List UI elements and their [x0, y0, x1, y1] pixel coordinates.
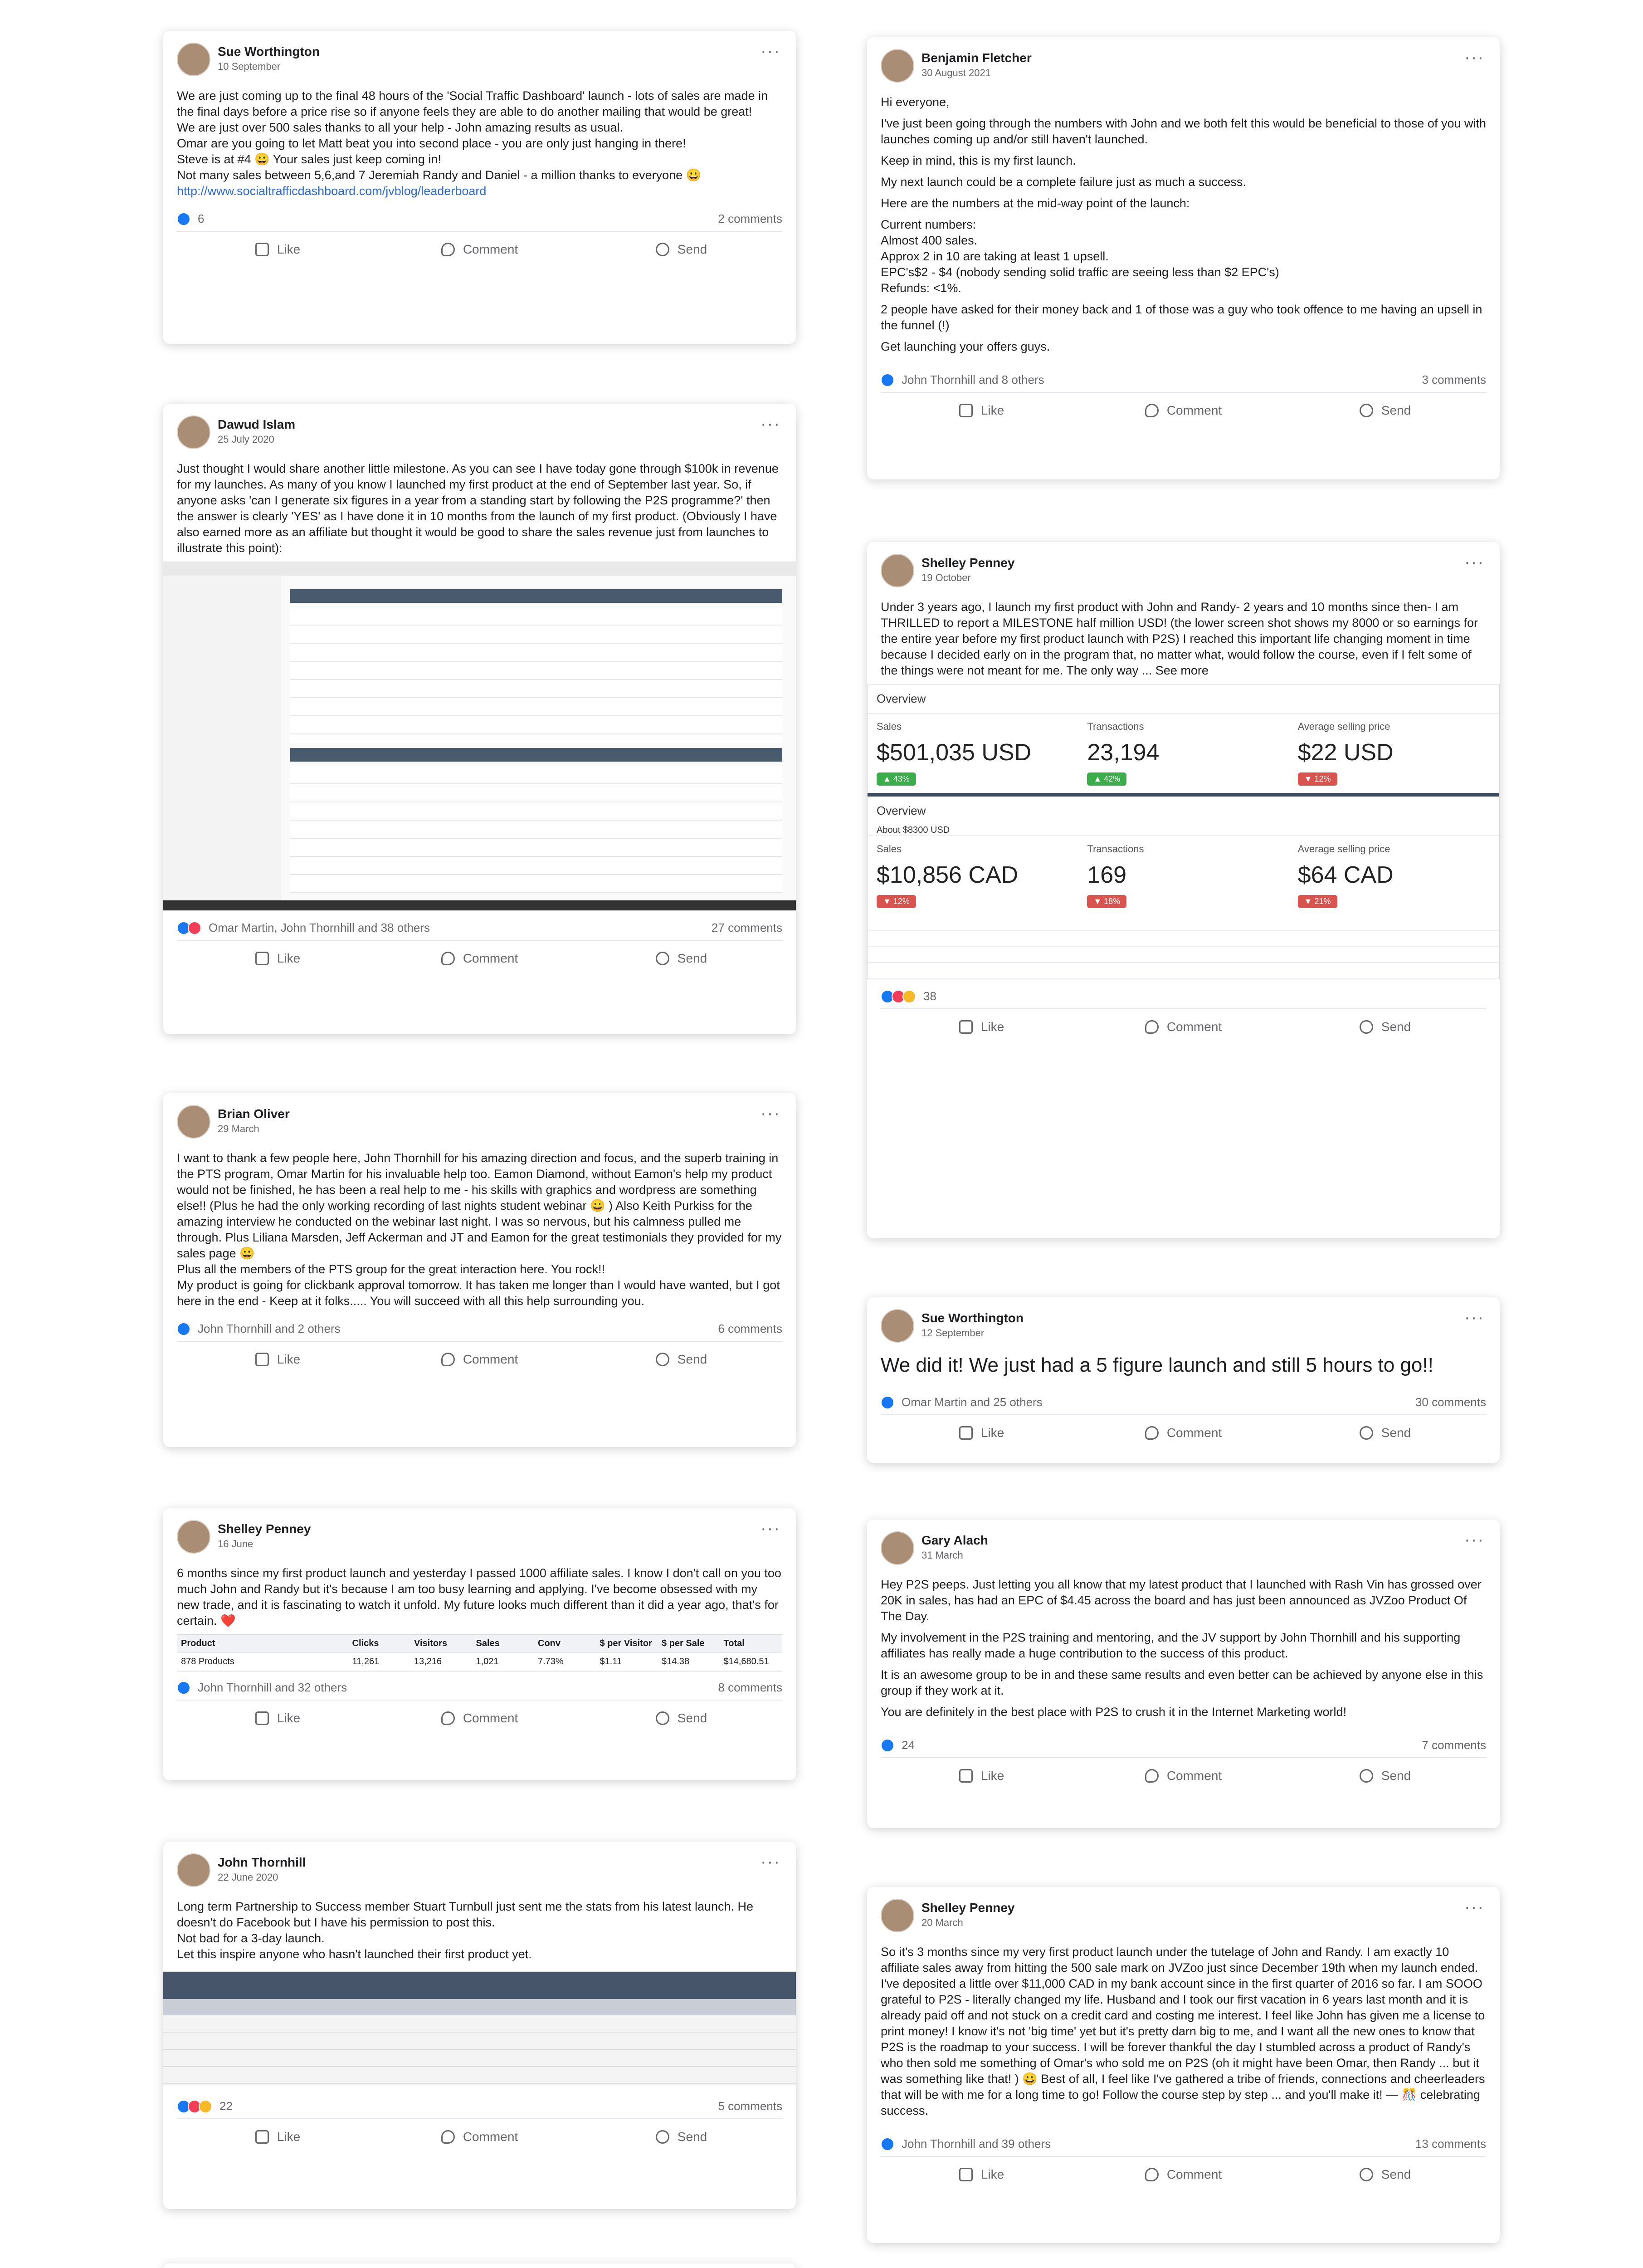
post-date[interactable]: 30 August 2021: [921, 67, 991, 78]
reaction-bar: [177, 206, 782, 232]
post-text: We are just over 500 sales thanks to all your help - John amazing results as usual.: [177, 121, 624, 134]
send-button[interactable]: Send: [1284, 1415, 1486, 1451]
post-body: [163, 74, 796, 204]
comment-button[interactable]: Comment: [1082, 393, 1284, 428]
author-name[interactable]: Benjamin Fletcher: [921, 51, 1032, 65]
post-text: Under 3 years ago, I launch my first product with John and Randy- 2 years and 10 months since then- I am THRILLED to report a MILESTONE half million USD! (the lower screen shot shows my 8000 or so earnings for the entire year before my first product launch with P2S) I reached this important life changing moment in time because I decided early on in the program that, no matter what, would follow the course, even if I felt some of the things were not meant for me. The only way ... See more: [881, 600, 1478, 677]
comment-count[interactable]: 30 comments: [1415, 1395, 1486, 1409]
post-text: You are definitely in the best place with P2S to crush it in the Internet Marketing world!: [881, 1705, 1347, 1719]
post-body: [163, 1552, 796, 1629]
comment-count[interactable]: 5 comments: [718, 2099, 782, 2113]
post-date[interactable]: 10 September: [218, 61, 281, 72]
comment-count[interactable]: 8 comments: [718, 1681, 782, 1694]
author-name[interactable]: Shelley Penney: [218, 1522, 311, 1536]
post-body: [867, 586, 1500, 679]
post-text: Here are the numbers at the mid-way point of the launch:: [881, 196, 1190, 210]
comment-icon: [1145, 1020, 1159, 1034]
comment-button[interactable]: Comment: [379, 1342, 580, 1377]
post-date[interactable]: 12 September: [921, 1327, 985, 1339]
reaction-count[interactable]: John Thornhill and 39 others: [902, 2137, 1051, 2151]
post-body: [163, 1885, 796, 1962]
post-card: [867, 1887, 1500, 2243]
overview-title: Overview: [877, 692, 926, 705]
column-header: Clicks: [352, 1638, 379, 1648]
wow-reaction-icon: [902, 990, 916, 1003]
comment-count[interactable]: 27 comments: [711, 921, 782, 934]
post-text: Not many sales between 5,6,and 7 Jeremiah Randy and Daniel - a million thanks to everyone 😀: [177, 168, 702, 182]
author-name[interactable]: Shelley Penney: [921, 556, 1015, 570]
transactions-stat: Transactions 23,194 ▲ 42%: [1078, 714, 1288, 793]
comment-button[interactable]: Comment: [379, 1701, 580, 1736]
post-link[interactable]: http://www.socialtrafficdashboard.com/jvblog/leaderboard: [177, 184, 487, 198]
post-text: We did it! We just had a 5 figure launch and still 5 hours to go!!: [881, 1354, 1433, 1376]
comment-button[interactable]: Comment: [379, 941, 580, 976]
revenue-screenshot-image[interactable]: [163, 562, 796, 911]
sales-table: [177, 1634, 782, 1672]
send-button[interactable]: Send: [580, 941, 782, 976]
send-button[interactable]: Send: [1284, 1758, 1486, 1794]
post-card: [163, 31, 796, 344]
author-name[interactable]: Sue Worthington: [218, 44, 320, 59]
average-price-stat: Average selling price $22 USD ▼ 12%: [1289, 714, 1499, 793]
post-text: Omar are you going to let Matt beat you into second place - you are only just hanging in there!: [177, 137, 686, 150]
avatar[interactable]: [881, 1531, 914, 1565]
column-header: $ per Visitor: [600, 1638, 652, 1648]
post-card: [163, 1842, 796, 2209]
post-text: I want to thank a few people here, John Thornhill for his amazing direction and focus, and the superb training in the PTS program, Omar Martin for his invaluable help too. Eamon Diamond, without Eamon's help my product would not be finished, he has been a real help to me - his skills with graphics and wordpress are something else!! (Plus he had the only working recording of last nights student webinar 😀 ) Also Keith Purkiss for the amazing interview he conducted on the webinar last night. I was so nervous, but his calmness pulled me through. Plus Liliana Marsden, Jeff Ackerman and JT and Eamon for the great testimonials they provided for my sales page 😀: [177, 1151, 782, 1260]
reaction-count[interactable]: 22: [219, 2099, 233, 2113]
overview-title: Overview: [877, 804, 926, 817]
comment-icon: [1145, 1426, 1159, 1440]
author-name[interactable]: Sue Worthington: [921, 1311, 1024, 1325]
post-text: It is an awesome group to be in and these same results and even better can be achieved by anyone else in this group if they work at it.: [881, 1668, 1483, 1697]
reaction-bar: [177, 915, 782, 941]
column-header: Product: [181, 1638, 215, 1648]
post-text: So it's 3 months since my very first product launch under the tutelage of John and Randy. I am exactly 10 affiliate sales away from hitting the 500 sale mark on JVZoo just since December 19th when my launch ended. I've deposited a little over $11,000 CAD in my bank account since in the first quarter of 2016 so far. I am SOOO grateful to P2S - literally changed my life. Husband and I took our first vacation in 6 years last month and it is already paid off and not stuck on a credit card and costing me interest. I feel like John has given me a license to print money! I know it's not 'big time' yet but it's pretty darn big to me, and I want all the new ones to know that P2S is the roadmap to your success. I will be forever thankful the day I stumbled across a product of Randy's who then sold me something of Omar's who sold me on P2S (oh it might have been Omar, then Randy ... but it was something like that! ) 😀 Best of all, I feel like I've gathered a tribe of friends, connections and cheerleaders that will be with me for a long time to go! Follow the course step by step ... and you'll make it! — 🎊 celebrating success.: [881, 1945, 1485, 2117]
comment-button[interactable]: Comment: [1082, 1758, 1284, 1794]
more-options-icon[interactable]: ···: [761, 1853, 780, 1872]
post-text: 6 months since my first product launch and yesterday I passed 1000 affiliate sales. I know I don't call on you too much John and Randy but it's because I am too busy learning and applying. I've become obsessed with my new trade, and it is fascinating to watch it unfold. My future looks much different than it did a year ago, that's for certain. ❤️: [177, 1566, 781, 1628]
messenger-icon: [1360, 2168, 1373, 2181]
like-button[interactable]: Like: [177, 232, 379, 267]
like-reaction-icon: [881, 1739, 894, 1752]
reaction-bar: [177, 1675, 782, 1701]
column-header: Total: [723, 1638, 745, 1648]
post-card: [163, 1508, 796, 1780]
like-reaction-icon: [177, 212, 190, 226]
thumbs-up-icon: [959, 2168, 973, 2181]
table-cell: $1.11: [600, 1657, 622, 1667]
comment-button[interactable]: Comment: [1082, 1009, 1284, 1045]
messenger-icon: [1360, 404, 1373, 417]
send-button[interactable]: Send: [1284, 2157, 1486, 2192]
reaction-count[interactable]: 24: [902, 1738, 915, 1752]
reaction-count[interactable]: Omar Martin, John Thornhill and 38 others: [209, 921, 430, 934]
reaction-bar: [881, 984, 1486, 1009]
post-date[interactable]: 19 October: [921, 572, 971, 583]
wow-reaction-icon: [199, 2100, 212, 2113]
post-text: My involvement in the P2S training and mentoring, and the JV support by John Thornhill and his supporting affiliates has really made a huge contribution to the success of this product.: [881, 1631, 1461, 1660]
post-date[interactable]: 25 July 2020: [218, 434, 274, 445]
send-button[interactable]: Send: [580, 1701, 782, 1736]
comment-count[interactable]: 2 comments: [718, 212, 782, 225]
post-text: Steve is at #4 😀 Your sales just keep coming in!: [177, 152, 441, 166]
annotation-note: About $8300 USD: [877, 825, 950, 835]
reaction-count[interactable]: 38: [923, 989, 936, 1003]
table-cell: 1,021: [476, 1657, 499, 1667]
avatar[interactable]: [881, 1899, 914, 1932]
table-cell: $14.38: [662, 1657, 690, 1667]
post-text: We are just coming up to the final 48 hours of the 'Social Traffic Dashboard' launch - lots of sales are made in the final days before a price rise so if anyone feels they are able to do another mailing that would be great!: [177, 89, 768, 118]
send-button[interactable]: Send: [580, 2119, 782, 2155]
like-button[interactable]: Like: [881, 2157, 1082, 2192]
post-date[interactable]: 16 June: [218, 1538, 254, 1549]
thumbs-up-icon: [959, 404, 973, 417]
like-reaction-icon: [881, 2137, 894, 2151]
comment-count[interactable]: 3 comments: [1422, 373, 1486, 386]
post-body: [867, 81, 1500, 365]
like-button[interactable]: Like: [881, 1415, 1082, 1451]
avatar[interactable]: [177, 43, 210, 76]
thumbs-up-icon: [255, 243, 269, 256]
thumbs-up-icon: [255, 1711, 269, 1725]
post-text: My next launch could be a complete failure just as much a success.: [881, 175, 1246, 189]
post-card: [163, 404, 796, 1034]
messenger-icon: [656, 1711, 669, 1725]
avatar[interactable]: [177, 1105, 210, 1139]
post-text: 2 people have asked for their money back and 1 of those was a guy who took offence to me having an upsell in the funnel (!): [881, 303, 1482, 332]
reaction-count[interactable]: John Thornhill and 8 others: [902, 373, 1044, 386]
average-price-stat: Average selling price $64 CAD ▼ 21%: [1289, 836, 1499, 915]
post-card: [163, 1093, 796, 1447]
thumbs-up-icon: [255, 2130, 269, 2144]
table-row: [177, 1653, 782, 1671]
post-text: Long term Partnership to Success member Stuart Turnbull just sent me the stats from his latest launch. He doesn't do Facebook but I have his permission to post this.: [177, 1900, 754, 1929]
table-header-row: [177, 1635, 782, 1653]
like-button[interactable]: Like: [881, 1009, 1082, 1045]
more-options-icon[interactable]: ···: [1464, 1898, 1484, 1917]
more-options-icon[interactable]: ···: [761, 415, 780, 434]
reaction-bar: [881, 1733, 1486, 1758]
comment-button[interactable]: Comment: [379, 232, 580, 267]
avatar[interactable]: [177, 415, 210, 449]
post-date[interactable]: 29 March: [218, 1123, 259, 1134]
post-text: Hey P2S peeps. Just letting you all know that my latest product that I launched with Rash Vin has grossed over 20K in sales, has had an EPC of $4.45 across the board and has just been announced as JVZoo Product Of The Day.: [881, 1578, 1482, 1623]
avatar[interactable]: [881, 49, 914, 83]
reaction-count[interactable]: Omar Martin and 25 others: [902, 1395, 1043, 1409]
send-button[interactable]: Send: [1284, 1009, 1486, 1045]
table-cell: $14,680.51: [723, 1657, 769, 1667]
post-date[interactable]: 31 March: [921, 1549, 963, 1561]
messenger-icon: [1360, 1769, 1373, 1783]
comment-icon: [441, 1353, 455, 1366]
post-date[interactable]: 20 March: [921, 1917, 963, 1928]
more-options-icon[interactable]: ···: [761, 42, 780, 61]
comment-button[interactable]: Comment: [1082, 1415, 1284, 1451]
post-text: Get launching your offers guys.: [881, 340, 1050, 353]
reaction-bar: [881, 2131, 1486, 2157]
post-text: Not bad for a 3-day launch.: [177, 1931, 325, 1945]
comment-count[interactable]: 13 comments: [1415, 2137, 1486, 2151]
post-text: Hi everyone,: [881, 95, 950, 109]
avatar[interactable]: [881, 554, 914, 587]
reaction-bar: [177, 1316, 782, 1342]
thumbs-up-icon: [959, 1426, 973, 1440]
like-reaction-icon: [881, 373, 894, 387]
author-name[interactable]: Brian Oliver: [218, 1107, 290, 1121]
post-card: [867, 542, 1500, 1238]
table-cell: 13,216: [414, 1657, 442, 1667]
comment-count[interactable]: 7 comments: [1422, 1738, 1486, 1752]
comment-icon: [441, 243, 455, 256]
author-name[interactable]: John Thornhill: [218, 1855, 306, 1869]
reaction-bar: [177, 2094, 782, 2119]
comment-button[interactable]: Comment: [379, 2119, 580, 2155]
avatar[interactable]: [177, 1520, 210, 1554]
comment-icon: [441, 2130, 455, 2144]
post-card: [163, 2263, 796, 2268]
table-cell: 878 Products: [181, 1657, 234, 1667]
reaction-count[interactable]: 6: [198, 212, 205, 225]
like-button[interactable]: Like: [881, 1758, 1082, 1794]
messenger-icon: [656, 243, 669, 256]
post-card: [867, 37, 1500, 479]
author-name[interactable]: Dawud Islam: [218, 417, 296, 431]
more-options-icon[interactable]: ···: [761, 1104, 780, 1123]
comment-icon: [1145, 404, 1159, 417]
post-text: My product is going for clickbank approval tomorrow. It has taken me longer than I would have wanted, but I got here in the end - Keep at it folks..... You will succeed with all this help surrounding you.: [177, 1278, 780, 1308]
column-header: Visitors: [414, 1638, 447, 1648]
post-text: I've just been going through the numbers with John and we both felt this would be beneficial to those of you with launches coming up and/or still haven't launched.: [881, 117, 1486, 146]
avatar[interactable]: [177, 1853, 210, 1887]
sales-stat: Sales $501,035 USD ▲ 43%: [868, 714, 1078, 793]
like-reaction-icon: [881, 1396, 894, 1409]
reaction-bar: [881, 1390, 1486, 1415]
love-reaction-icon: [188, 921, 201, 935]
more-options-icon[interactable]: ···: [761, 1519, 780, 1538]
table-cell: 11,261: [352, 1657, 380, 1667]
comment-icon: [441, 1711, 455, 1725]
sales-stat: Sales $10,856 CAD ▼ 12%: [868, 836, 1078, 915]
comment-button[interactable]: Comment: [1082, 2157, 1284, 2192]
post-body: [867, 1931, 1500, 2129]
thumbs-up-icon: [959, 1769, 973, 1783]
messenger-icon: [656, 952, 669, 965]
more-options-icon[interactable]: ···: [1464, 1308, 1484, 1327]
post-body: [867, 1563, 1500, 1730]
column-header: Sales: [476, 1638, 500, 1648]
post-date[interactable]: 22 June 2020: [218, 1872, 278, 1883]
more-options-icon[interactable]: ···: [1464, 48, 1484, 67]
post-body: [163, 1137, 796, 1314]
reaction-count[interactable]: John Thornhill and 2 others: [198, 1322, 341, 1335]
post-text: Current numbers: Almost 400 sales. Approx 2 in 10 are taking at least 1 upsell. EPC's$2 - $4 (nobody sending solid traffic are seeing less than $2 EPC's) Refunds: <1%.: [881, 218, 1279, 295]
post-text: Keep in mind, this is my first launch.: [881, 154, 1076, 167]
author-name[interactable]: Gary Alach: [921, 1533, 988, 1547]
post-text: Just thought I would share another little milestone. As you can see I have today gone through $100k in revenue for my launches. As many of you know I launched my first product at the end of September last year. So, if anyone asks 'can I generate six figures in a year from a standing start by following the P2S programme?' then the answer is clearly 'YES' as I have done it in 10 months from the launch of my first product. (Obviously I have also earned more as an affiliate but thought it would be good to share the sales revenue just from launches to illustrate this point):: [177, 462, 779, 555]
like-button[interactable]: Like: [177, 1342, 379, 1377]
avatar[interactable]: [881, 1309, 914, 1343]
thumbs-up-icon: [959, 1020, 973, 1034]
launch-stats-image[interactable]: [163, 1971, 796, 2085]
post-text: Let this inspire anyone who hasn't launched their first product yet.: [177, 1947, 532, 1961]
like-button[interactable]: Like: [881, 393, 1082, 428]
like-button[interactable]: Like: [177, 2119, 379, 2155]
like-reaction-icon: [177, 1681, 190, 1695]
comment-icon: [1145, 1769, 1159, 1783]
post-card: [867, 1520, 1500, 1828]
send-button[interactable]: Send: [580, 232, 782, 267]
messenger-icon: [1360, 1020, 1373, 1034]
author-name[interactable]: Shelley Penney: [921, 1901, 1015, 1915]
send-button[interactable]: Send: [1284, 393, 1486, 428]
reaction-count[interactable]: John Thornhill and 32 others: [198, 1681, 347, 1694]
post-card: [867, 1297, 1500, 1463]
thumbs-up-icon: [255, 952, 269, 965]
like-button[interactable]: Like: [177, 1701, 379, 1736]
column-header: Conv: [538, 1638, 561, 1648]
like-reaction-icon: [177, 1322, 190, 1336]
comment-count[interactable]: 6 comments: [718, 1322, 782, 1335]
comment-icon: [1145, 2168, 1159, 2181]
messenger-icon: [1360, 1426, 1373, 1440]
more-options-icon[interactable]: ···: [1464, 1530, 1484, 1549]
reaction-bar: [881, 367, 1486, 393]
like-button[interactable]: Like: [177, 941, 379, 976]
thumbs-up-icon: [255, 1353, 269, 1366]
more-options-icon[interactable]: ···: [1464, 553, 1484, 572]
table-cell: 7.73%: [538, 1657, 564, 1667]
post-text: Plus all the members of the PTS group for the great interaction here. You rock!!: [177, 1262, 605, 1276]
sales-overview-image[interactable]: [867, 684, 1500, 979]
messenger-icon: [656, 1353, 669, 1366]
send-button[interactable]: Send: [580, 1342, 782, 1377]
comment-icon: [441, 952, 455, 965]
transactions-stat: Transactions 169 ▼ 18%: [1078, 836, 1288, 915]
messenger-icon: [656, 2130, 669, 2144]
column-header: $ per Sale: [662, 1638, 705, 1648]
post-body: [163, 447, 796, 556]
